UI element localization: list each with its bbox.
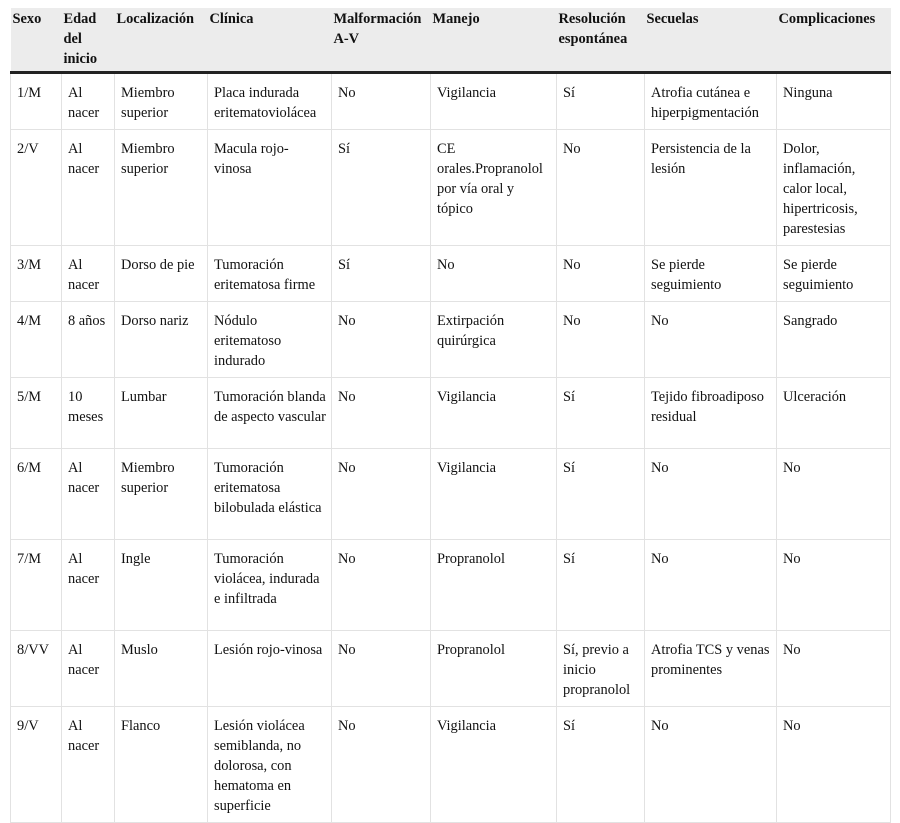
cell-malformacion-av: No (332, 540, 431, 631)
cell-edad-inicio: Al nacer (62, 631, 115, 707)
cell-complicaciones: No (777, 540, 891, 631)
cell-sexo: 5/M (11, 378, 62, 449)
cell-manejo: No (431, 246, 557, 302)
cell-malformacion-av: No (332, 449, 431, 540)
cell-malformacion-av: No (332, 73, 431, 130)
cell-sexo: 8/VV (11, 631, 62, 707)
cell-manejo: Propranolol (431, 631, 557, 707)
cell-sexo: 4/M (11, 302, 62, 378)
cell-sexo: 3/M (11, 246, 62, 302)
cell-resolucion-espontanea: No (557, 302, 645, 378)
cell-clinica: Tumoración eritematosa bilobulada elástica (208, 449, 332, 540)
cell-resolucion-espontanea: Sí (557, 378, 645, 449)
cell-manejo: Propranolol (431, 540, 557, 631)
cell-edad-inicio: Al nacer (62, 246, 115, 302)
cell-edad-inicio: 8 años (62, 302, 115, 378)
cell-clinica: Lesión violácea semiblanda, no dolorosa, con hematoma en superficie (208, 707, 332, 823)
cell-malformacion-av: Sí (332, 130, 431, 246)
cell-clinica: Placa indurada eritematoviolácea (208, 73, 332, 130)
cell-malformacion-av: No (332, 302, 431, 378)
header-manejo: Manejo (431, 8, 557, 73)
cell-manejo: CE orales.Propranolol por vía oral y tópico (431, 130, 557, 246)
header-resolucion-espontanea: Resolución espontánea (557, 8, 645, 73)
table-row (11, 449, 891, 540)
cell-complicaciones: No (777, 449, 891, 540)
table-row (11, 302, 891, 378)
cell-edad-inicio: Al nacer (62, 130, 115, 246)
cell-edad-inicio: 10 meses (62, 378, 115, 449)
cell-complicaciones: Se pierde seguimiento (777, 246, 891, 302)
header-secuelas: Secuelas (645, 8, 777, 73)
cell-secuelas: No (645, 302, 777, 378)
cell-manejo: Vigilancia (431, 449, 557, 540)
cell-malformacion-av: No (332, 378, 431, 449)
cell-edad-inicio: Al nacer (62, 540, 115, 631)
cell-sexo: 6/M (11, 449, 62, 540)
cell-complicaciones: No (777, 707, 891, 823)
cell-localizacion: Flanco (115, 707, 208, 823)
cell-malformacion-av: No (332, 707, 431, 823)
cell-complicaciones: Dolor, inflamación, calor local, hipertricosis, parestesias (777, 130, 891, 246)
cell-resolucion-espontanea: Sí (557, 540, 645, 631)
cell-clinica: Lesión rojo-vinosa (208, 631, 332, 707)
cell-manejo: Vigilancia (431, 707, 557, 823)
cell-complicaciones: Sangrado (777, 302, 891, 378)
cell-secuelas: Se pierde seguimiento (645, 246, 777, 302)
cell-sexo: 2/V (11, 130, 62, 246)
cell-localizacion: Lumbar (115, 378, 208, 449)
header-clinica: Clínica (208, 8, 332, 73)
cell-localizacion: Muslo (115, 631, 208, 707)
cell-resolucion-espontanea: Sí, previo a inicio propranolol (557, 631, 645, 707)
cell-localizacion: Ingle (115, 540, 208, 631)
cell-clinica: Macula rojo-vinosa (208, 130, 332, 246)
cell-malformacion-av: Sí (332, 246, 431, 302)
cell-secuelas: No (645, 449, 777, 540)
cell-sexo: 7/M (11, 540, 62, 631)
cell-localizacion: Dorso nariz (115, 302, 208, 378)
header-edad-inicio: Edad del inicio (62, 8, 115, 73)
cell-localizacion: Miembro superior (115, 73, 208, 130)
table-row (11, 378, 891, 449)
header-localizacion: Localización (115, 8, 208, 73)
cell-secuelas: No (645, 540, 777, 631)
table-row (11, 130, 891, 246)
cell-complicaciones: No (777, 631, 891, 707)
table-row (11, 540, 891, 631)
case-table (10, 8, 891, 823)
cell-sexo: 9/V (11, 707, 62, 823)
table-row (11, 707, 891, 823)
cell-secuelas: No (645, 707, 777, 823)
cell-edad-inicio: Al nacer (62, 73, 115, 130)
cell-clinica: Nódulo eritematoso indurado (208, 302, 332, 378)
cell-manejo: Vigilancia (431, 73, 557, 130)
table-row (11, 631, 891, 707)
cell-resolucion-espontanea: No (557, 246, 645, 302)
cell-malformacion-av: No (332, 631, 431, 707)
cell-resolucion-espontanea: No (557, 130, 645, 246)
cell-resolucion-espontanea: Sí (557, 449, 645, 540)
cell-resolucion-espontanea: Sí (557, 73, 645, 130)
cell-secuelas: Tejido fibroadiposo residual (645, 378, 777, 449)
header-complicaciones: Complicaciones (777, 8, 891, 73)
header-malformacion-av: Malformación A-V (332, 8, 431, 73)
cell-complicaciones: Ulceración (777, 378, 891, 449)
cell-resolucion-espontanea: Sí (557, 707, 645, 823)
cell-clinica: Tumoración blanda de aspecto vascular (208, 378, 332, 449)
cell-localizacion: Miembro superior (115, 449, 208, 540)
header-row (11, 8, 891, 73)
cell-edad-inicio: Al nacer (62, 707, 115, 823)
cell-secuelas: Persistencia de la lesión (645, 130, 777, 246)
cell-secuelas: Atrofia TCS y venas prominentes (645, 631, 777, 707)
cell-localizacion: Dorso de pie (115, 246, 208, 302)
cell-manejo: Extirpación quirúrgica (431, 302, 557, 378)
cell-edad-inicio: Al nacer (62, 449, 115, 540)
table-row (11, 246, 891, 302)
cell-clinica: Tumoración eritematosa firme (208, 246, 332, 302)
cell-manejo: Vigilancia (431, 378, 557, 449)
cell-secuelas: Atrofia cutánea e hiperpigmentación (645, 73, 777, 130)
cell-localizacion: Miembro superior (115, 130, 208, 246)
cell-sexo: 1/M (11, 73, 62, 130)
cell-complicaciones: Ninguna (777, 73, 891, 130)
cell-clinica: Tumoración violácea, indurada e infiltrada (208, 540, 332, 631)
table-row (11, 73, 891, 130)
header-sexo: Sexo (11, 8, 62, 73)
